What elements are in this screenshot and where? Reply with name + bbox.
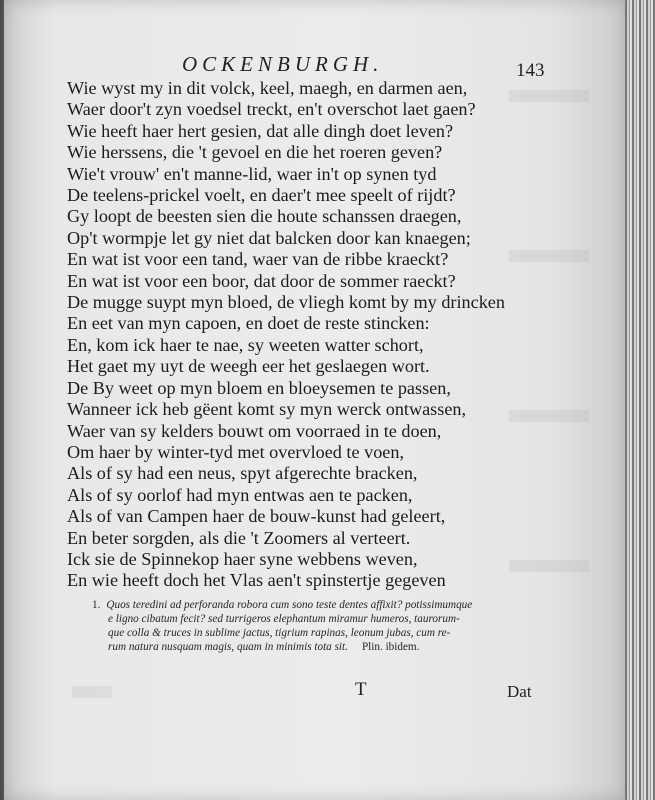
- footnote-source: Plin. ibidem.: [361, 641, 420, 653]
- verse-line: Wie't vrouw' en't manne-lid, waer in't op synen tyd: [67, 163, 437, 184]
- book-page: [4, 0, 625, 800]
- footnote-line: [92, 598, 552, 612]
- catchword: Dat: [507, 682, 532, 701]
- verse-line: En wat ist voor een tand, waer van de ribbe kraeckt?: [67, 249, 449, 270]
- footnote-line: e ligno cibatum fecit? sed turrigeros elephantum miramur humeros, taurorum-: [108, 613, 460, 625]
- verse-line: Wanneer ick heb gëent komt sy myn werck ontwassen,: [67, 399, 467, 420]
- footnote-text: Quos teredini ad perforanda robora cum sono teste dentes affixit? potissimumque: [106, 599, 473, 611]
- verse-line: Wie heeft haer hert gesien, dat alle dingh doet leven?: [67, 120, 454, 141]
- verse-line: En, kom ick haer te nae, sy weeten watter schort,: [67, 334, 424, 355]
- verse-line: Het gaet my uyt de weegh eer het geslaegen wort.: [67, 356, 430, 377]
- verse-line: Wie herssens, die 't gevoel en die het roeren geven?: [67, 142, 443, 163]
- verse-line: Waer door't zyn voedsel treckt, en't overschot laet gaen?: [67, 99, 476, 120]
- verse-line: Op't wormpje let gy niet dat balcken door kan knaegen;: [67, 227, 471, 248]
- verse-line: Als of sy oorlof had myn entwas aen te packen,: [67, 484, 413, 505]
- verse-line: Om haer by winter-tyd met overvloed te voen,: [67, 441, 405, 462]
- verse-line: Waer van sy kelders bouwt om voorraed in te doen,: [67, 420, 442, 441]
- signature-mark: T: [355, 679, 367, 700]
- footnote-line: que colla & truces in sublime jactus, tigrium rapinas, leonum jubas, cum re-: [108, 627, 451, 639]
- verse-line: Ick sie de Spinnekop haer syne webbens weven,: [67, 548, 418, 569]
- footnote-number: 1.: [92, 599, 101, 611]
- verse-line: En wie heeft doch het Vlas aen't spinstertje gegeven: [67, 570, 446, 591]
- running-head: OCKENBURGH.: [182, 52, 384, 76]
- verse-block: [67, 78, 547, 592]
- verse-line: De By weet op myn bloem en bloeysemen te passen,: [67, 377, 451, 398]
- footnote-line: [92, 640, 552, 654]
- verse-line: Als of van Campen haer de bouw-kunst had geleert,: [67, 506, 446, 527]
- verse-line: De mugge suypt myn bloed, de vliegh komt by my drincken: [67, 292, 505, 313]
- verse-line: En eet van myn capoen, en doet de reste stincken:: [67, 313, 430, 334]
- footnote-text: rum natura nusquam magis, quam in minimis tota sit.: [108, 641, 348, 653]
- footnote: [92, 598, 552, 654]
- bleed-through-text: [72, 686, 112, 698]
- verse-line: Als of sy had een neus, spyt afgerechte bracken,: [67, 463, 418, 484]
- verse-line: Wie wyst my in dit volck, keel, maegh, en darmen aen,: [67, 78, 468, 98]
- page-number: 143: [516, 60, 545, 81]
- verse-line: De teelens-prickel voelt, en daer't mee speelt of rijdt?: [67, 185, 456, 206]
- verse-line: Gy loopt de beesten sien die houte schanssen draegen,: [67, 206, 462, 227]
- verse-line: En beter sorgden, als die 't Zoomers al verteert.: [67, 527, 411, 548]
- verse-line: En wat ist voor een boor, dat door de sommer raeckt?: [67, 270, 456, 291]
- page-header: [4, 52, 625, 81]
- page-edges: [625, 0, 655, 800]
